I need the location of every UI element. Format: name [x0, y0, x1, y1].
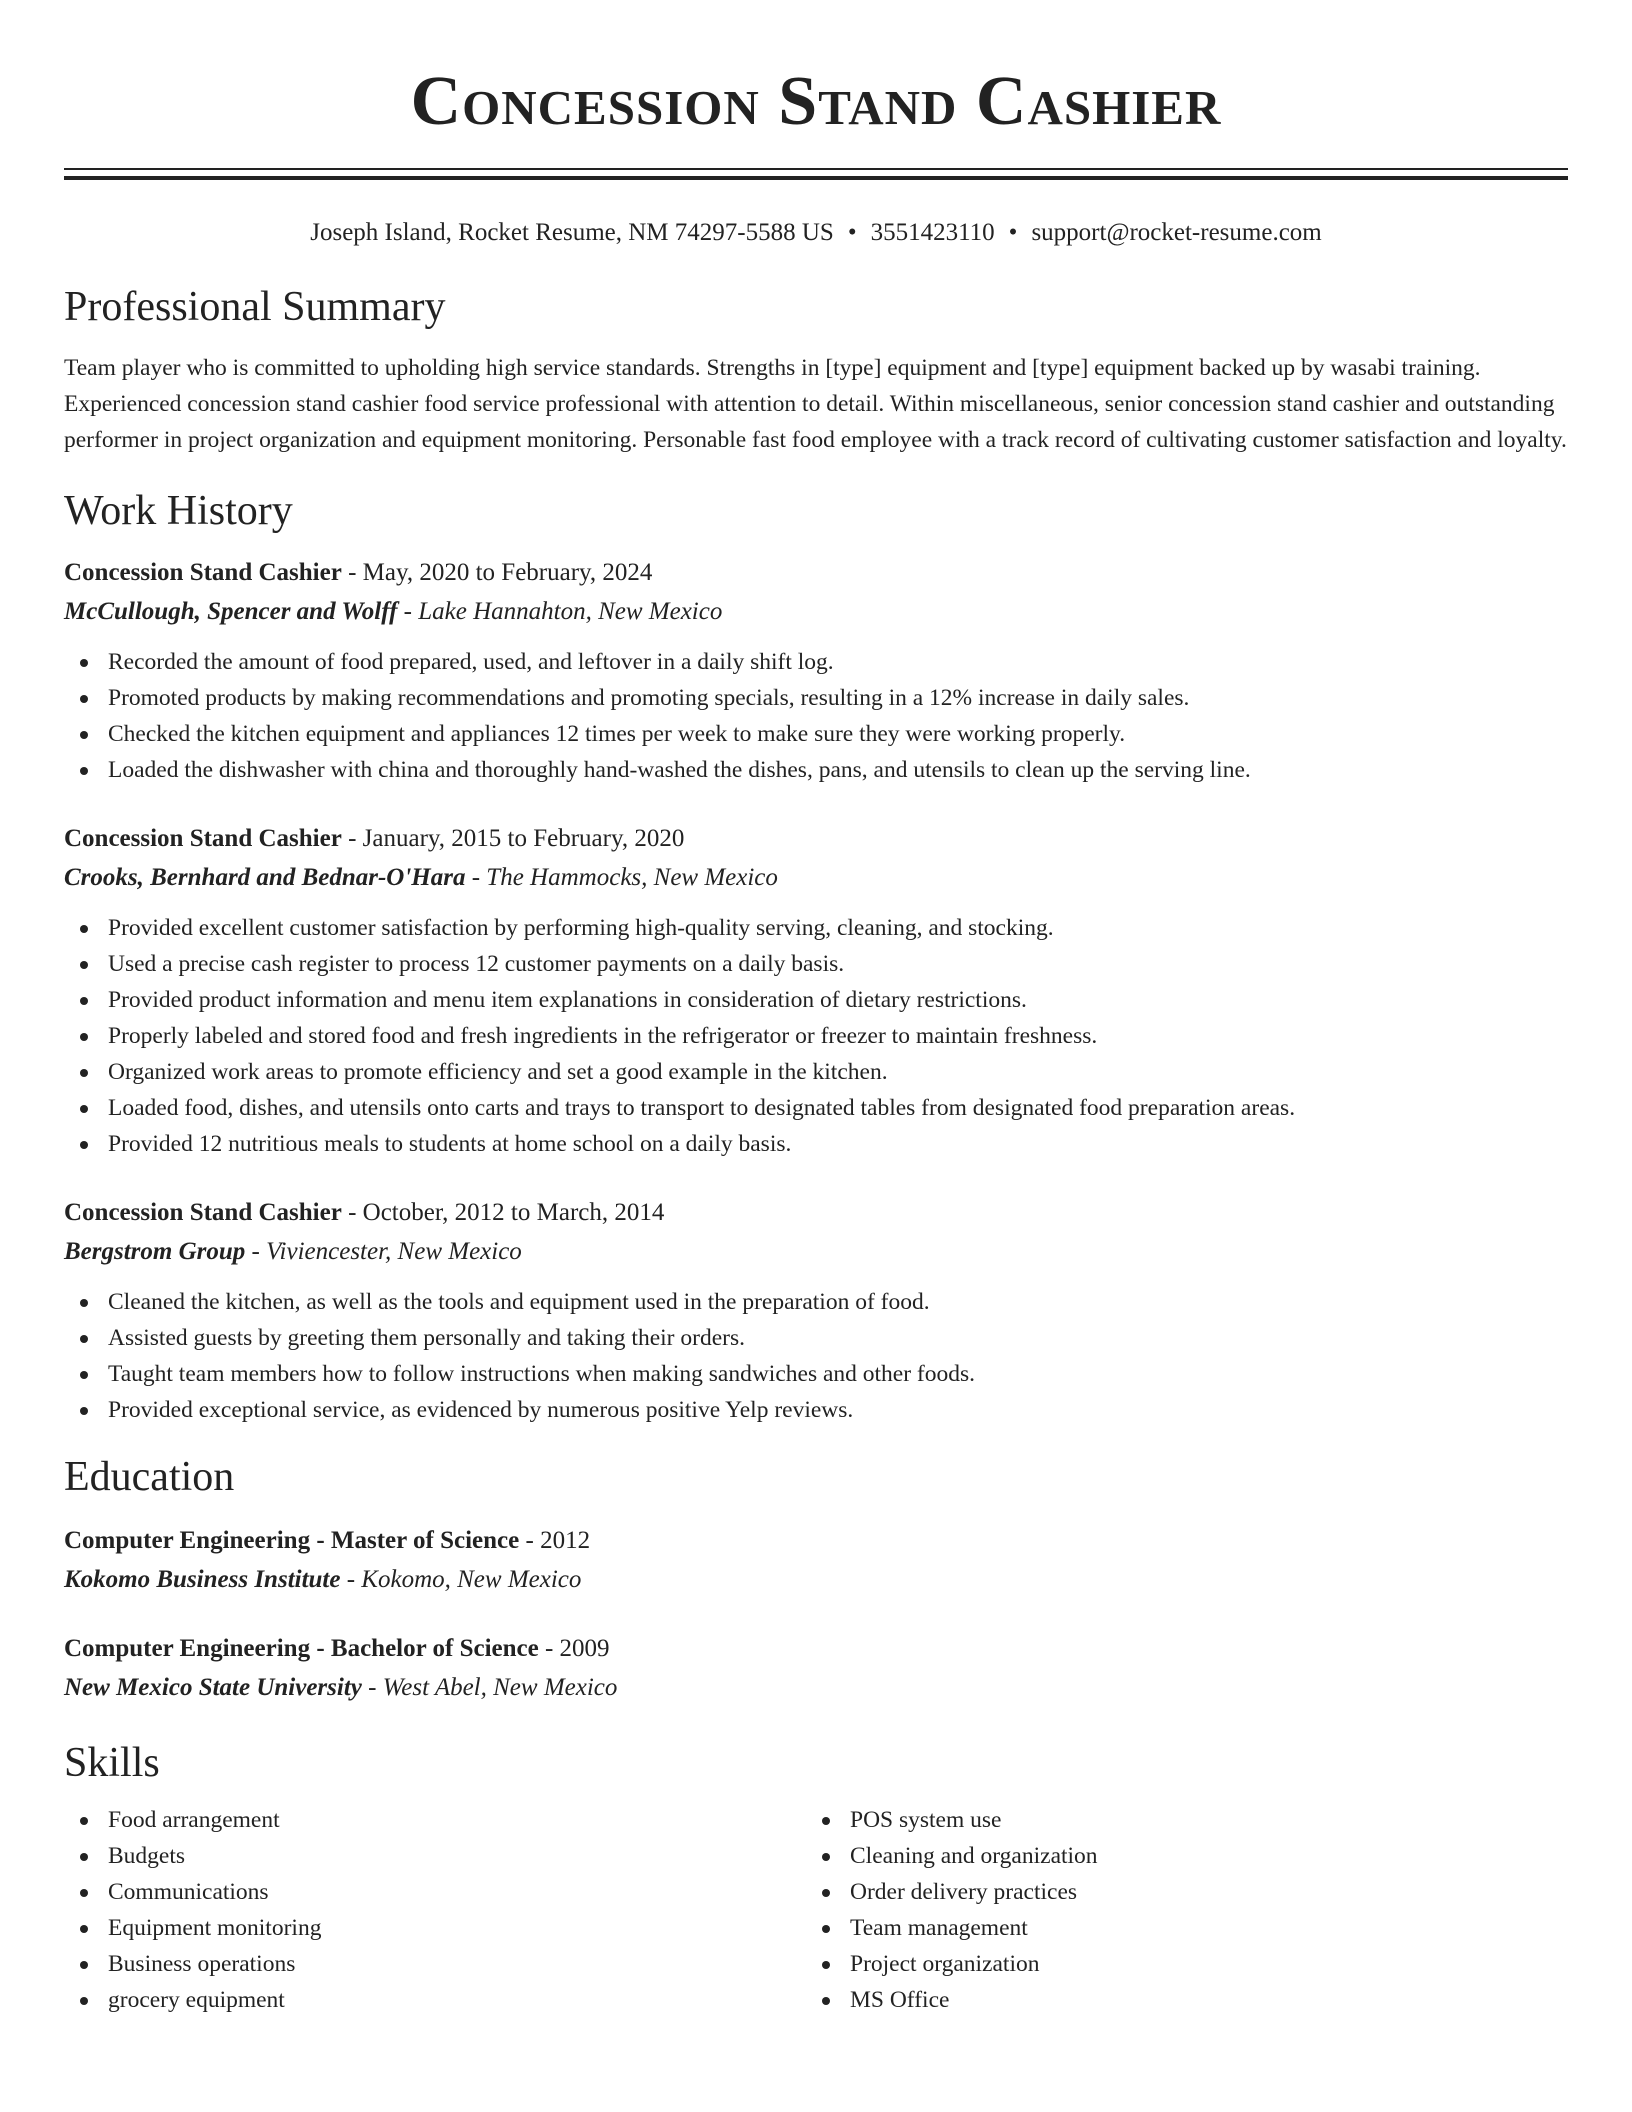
job-duty: Properly labeled and stored food and fresh ingredients in the refrigerator or freezer to maintain freshness. — [64, 1018, 1568, 1054]
education-location: - Kokomo, New Mexico — [340, 1566, 582, 1593]
skill-item: Cleaning and organization — [806, 1838, 1548, 1874]
job-employer — [64, 592, 1568, 632]
skill-item: Team management — [806, 1910, 1548, 1946]
contact-email: support@rocket-resume.com — [1031, 219, 1322, 246]
skills-grid — [64, 1802, 1568, 2018]
section-title-work-history: Work History — [64, 488, 293, 534]
job-company: McCullough, Spencer and Wolff — [64, 598, 398, 625]
job-entry — [64, 554, 1568, 788]
job-dates: - October, 2012 to March, 2014 — [341, 1199, 665, 1226]
job-duties-list — [64, 644, 1568, 788]
skill-item: Order delivery practices — [806, 1874, 1548, 1910]
education-heading — [64, 1522, 1568, 1560]
job-role: Concession Stand Cashier — [64, 559, 342, 586]
skills-column-right — [806, 1802, 1548, 2018]
skills-list — [64, 1802, 806, 2018]
job-duties-list — [64, 1284, 1568, 1428]
job-dates: - January, 2015 to February, 2020 — [341, 825, 685, 852]
job-duty: Recorded the amount of food prepared, used, and leftover in a daily shift log. — [64, 644, 1568, 680]
job-entry — [64, 1194, 1568, 1428]
education-entry — [64, 1630, 1568, 1708]
skill-item: Budgets — [64, 1838, 806, 1874]
education-school: New Mexico State University — [64, 1674, 362, 1701]
skill-item: Equipment monitoring — [64, 1910, 806, 1946]
job-dates: - May, 2020 to February, 2024 — [341, 559, 653, 586]
job-heading — [64, 554, 1568, 592]
header-divider-thin — [64, 168, 1568, 170]
job-company: Crooks, Bernhard and Bednar-O'Hara — [64, 864, 466, 891]
education-school: Kokomo Business Institute — [64, 1566, 341, 1593]
contact-address: Joseph Island, Rocket Resume, NM 74297-5588 US — [310, 219, 834, 246]
resume-page — [64, 0, 1568, 2018]
contact-separator: • — [847, 219, 857, 246]
skills-list — [806, 1802, 1548, 2018]
education-year: - 2012 — [519, 1527, 591, 1554]
education-institution — [64, 1560, 1568, 1600]
education-degree: Computer Engineering - Master of Science — [64, 1527, 520, 1554]
job-duty: Provided product information and menu item explanations in consideration of dietary restrictions. — [64, 982, 1568, 1018]
job-entry — [64, 820, 1568, 1162]
education-institution — [64, 1668, 1568, 1708]
job-duties-list — [64, 910, 1568, 1162]
job-duty: Provided 12 nutritious meals to students at home school on a daily basis. — [64, 1126, 1568, 1162]
section-title-skills: Skills — [64, 1740, 160, 1786]
job-duty: Checked the kitchen equipment and appliances 12 times per week to make sure they were working properly. — [64, 716, 1568, 752]
education-heading — [64, 1630, 1568, 1668]
job-employer — [64, 858, 1568, 898]
skill-item: Communications — [64, 1874, 806, 1910]
job-duty: Loaded food, dishes, and utensils onto carts and trays to transport to designated tables from designated food preparation areas. — [64, 1090, 1568, 1126]
skill-item: MS Office — [806, 1982, 1548, 2018]
job-employer — [64, 1232, 1568, 1272]
job-duty: Cleaned the kitchen, as well as the tools and equipment used in the preparation of food. — [64, 1284, 1568, 1320]
contact-phone: 3551423110 — [870, 219, 995, 246]
job-duty: Provided exceptional service, as evidenced by numerous positive Yelp reviews. — [64, 1392, 1568, 1428]
contact-separator: • — [1008, 219, 1018, 246]
skill-item: Project organization — [806, 1946, 1548, 1982]
header-divider-thick — [64, 176, 1568, 180]
skill-item: grocery equipment — [64, 1982, 806, 2018]
section-title-summary: Professional Summary — [64, 284, 446, 330]
job-duty: Taught team members how to follow instructions when making sandwiches and other foods. — [64, 1356, 1568, 1392]
contact-line — [64, 216, 1568, 250]
skill-item: Food arrangement — [64, 1802, 806, 1838]
job-role: Concession Stand Cashier — [64, 1199, 342, 1226]
job-location: - The Hammocks, New Mexico — [465, 864, 778, 891]
section-title-education: Education — [64, 1454, 235, 1500]
skill-item: POS system use — [806, 1802, 1548, 1838]
education-year: - 2009 — [538, 1635, 610, 1662]
job-role: Concession Stand Cashier — [64, 825, 342, 852]
job-company: Bergstrom Group — [64, 1238, 246, 1265]
skills-column-left — [64, 1802, 806, 2018]
job-heading — [64, 1194, 1568, 1232]
education-degree: Computer Engineering - Bachelor of Science — [64, 1635, 539, 1662]
job-duty: Assisted guests by greeting them personally and taking their orders. — [64, 1320, 1568, 1356]
job-duty: Used a precise cash register to process 12 customer payments on a daily basis. — [64, 946, 1568, 982]
education-location: - West Abel, New Mexico — [361, 1674, 618, 1701]
education-entry — [64, 1522, 1568, 1600]
job-heading — [64, 820, 1568, 858]
job-duty: Organized work areas to promote efficiency and set a good example in the kitchen. — [64, 1054, 1568, 1090]
summary-text: Team player who is committed to upholding high service standards. Strengths in [type] equipment and [type] equipment backed up by wasabi training. Experienced concession stand cashier food service professional with attention to detail. Within miscellaneous, senior concession stand cashier and outstanding performer in project organization and equipment monitoring. Personable fast food employee with a track record of cultivating customer satisfaction and loyalty. — [64, 355, 1567, 453]
job-duty: Provided excellent customer satisfaction by performing high-quality serving, cleaning, and stocking. — [64, 910, 1568, 946]
resume-name-title: Concession Stand Cashier — [410, 63, 1222, 140]
job-duty: Promoted products by making recommendations and promoting specials, resulting in a 12% increase in daily sales. — [64, 680, 1568, 716]
job-duty: Loaded the dishwasher with china and thoroughly hand-washed the dishes, pans, and utensils to clean up the serving line. — [64, 752, 1568, 788]
skill-item: Business operations — [64, 1946, 806, 1982]
job-location: - Viviencester, New Mexico — [245, 1238, 522, 1265]
job-location: - Lake Hannahton, New Mexico — [397, 598, 723, 625]
